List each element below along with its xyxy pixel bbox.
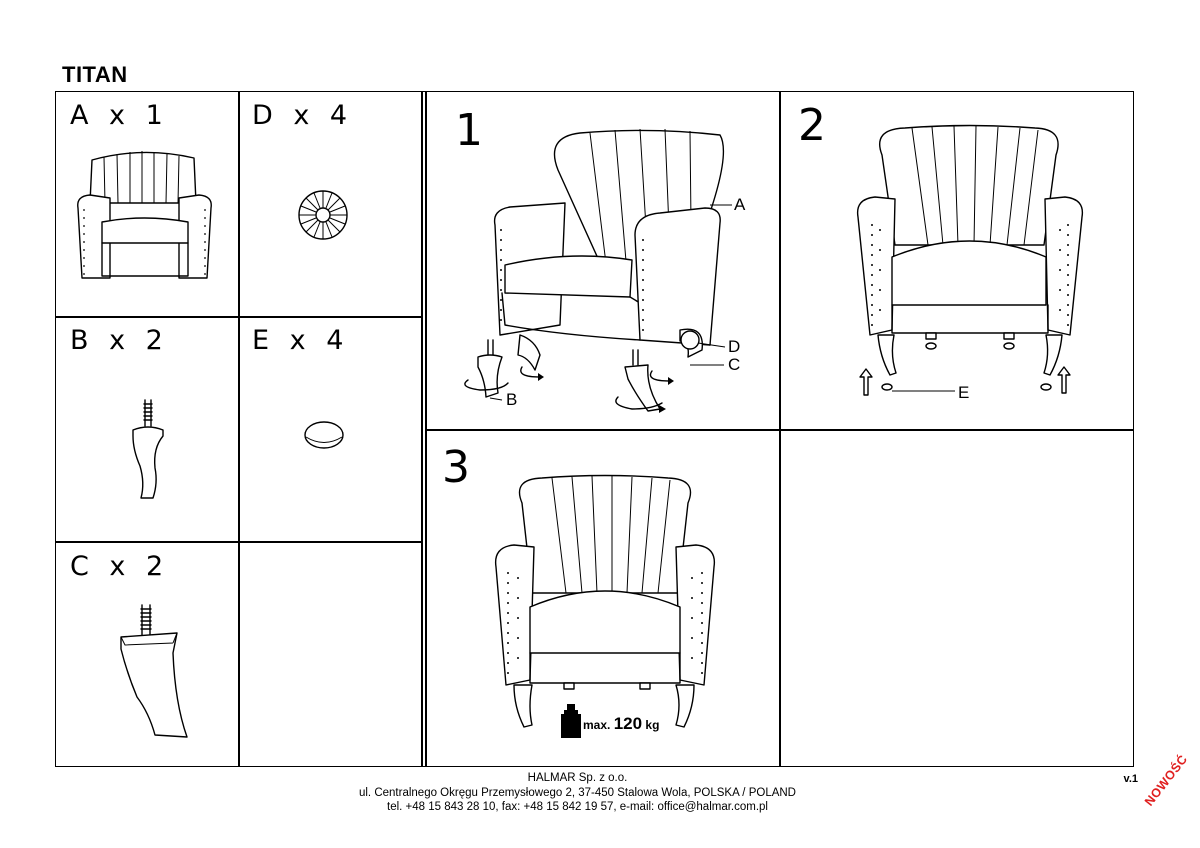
part-a-label: A x 1 bbox=[70, 100, 169, 131]
footer-address: ul. Centralnego Okręgu Przemysłowego 2, 37-450 Stalowa Wola, POLSKA / POLAND bbox=[358, 786, 796, 799]
step-2-number: 2 bbox=[798, 100, 826, 151]
grid-line bbox=[55, 541, 421, 543]
grid-line bbox=[55, 316, 421, 318]
step-3-armchair-icon bbox=[490, 475, 720, 735]
document-title: TITAN bbox=[62, 62, 128, 87]
step-1-number: 1 bbox=[455, 105, 483, 156]
footer-company: HALMAR Sp. z o.o. bbox=[527, 772, 628, 784]
grid-line bbox=[238, 91, 240, 767]
callout-a: A bbox=[734, 195, 746, 214]
new-stamp: NOWOŚĆ bbox=[1142, 752, 1191, 809]
part-e-label: E x 4 bbox=[252, 325, 350, 356]
callout-c: C bbox=[728, 355, 741, 374]
footer bbox=[0, 771, 1155, 815]
part-b-label: B x 2 bbox=[70, 325, 169, 356]
glide-icon bbox=[302, 418, 347, 453]
weight-icon bbox=[560, 704, 582, 738]
version-label: v.1 bbox=[1123, 773, 1138, 785]
callout-e: E bbox=[958, 383, 970, 402]
grid-line bbox=[425, 429, 1134, 431]
footer-contact: tel. +48 15 843 28 10, fax: +48 15 842 19 57, e-mail: office@halmar.com.pl bbox=[387, 801, 768, 813]
straight-leg-icon bbox=[115, 603, 195, 743]
part-d-label: D x 4 bbox=[252, 100, 354, 131]
step-1-armchair-icon bbox=[440, 125, 770, 425]
callout-d: D bbox=[728, 337, 741, 356]
step-3-number: 3 bbox=[442, 442, 470, 493]
max-load-unit: kg bbox=[645, 718, 660, 732]
floor-pad-icon bbox=[296, 188, 350, 242]
step-2-armchair-icon bbox=[850, 125, 1090, 400]
curved-leg-icon bbox=[125, 398, 175, 503]
callout-b: B bbox=[506, 390, 518, 409]
part-c-label: C x 2 bbox=[70, 551, 170, 582]
max-load-prefix: max. bbox=[583, 718, 611, 732]
grid-line bbox=[421, 91, 423, 767]
max-load-label bbox=[583, 714, 659, 734]
max-load-value: 120 bbox=[613, 714, 643, 733]
armchair-icon bbox=[72, 148, 217, 283]
